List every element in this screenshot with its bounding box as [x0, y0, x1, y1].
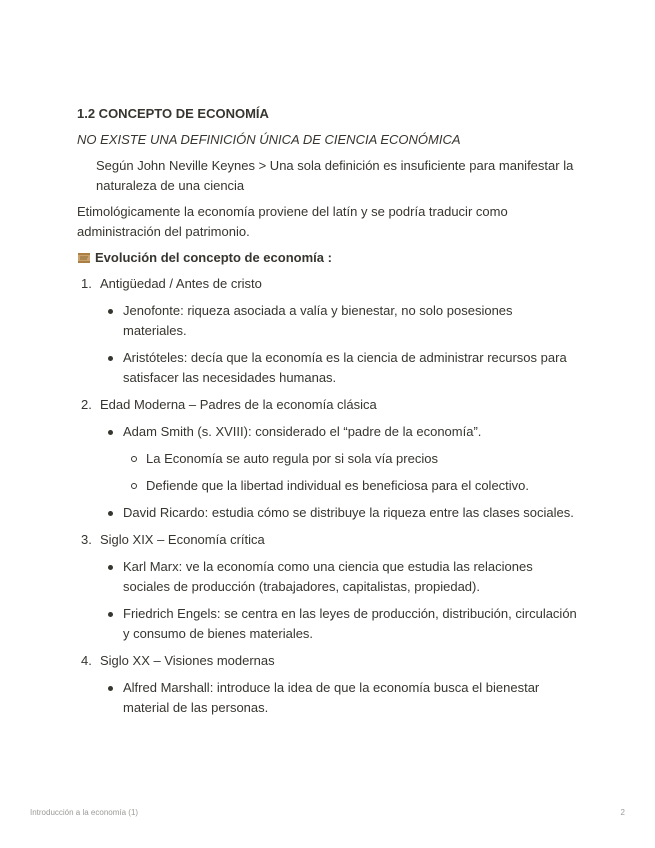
list-item [100, 301, 577, 341]
point-text: La Economía se auto regula por si sola vía precios [146, 451, 438, 466]
evolution-heading-text: Evolución del concepto de economía : [95, 250, 332, 265]
page-content [77, 104, 577, 725]
eras-list [77, 274, 577, 718]
era-number: 1. [81, 276, 92, 291]
era-number: 3. [81, 532, 92, 547]
point-text: Adam Smith (s. XVIII): considerado el “padre de la economía”. [123, 424, 482, 439]
hollow-bullet-icon [131, 483, 137, 489]
bullet-icon [108, 356, 113, 361]
era-item [77, 651, 577, 718]
point-text: Defiende que la libertad individual es beneficiosa para el colectivo. [146, 478, 530, 493]
list-item [100, 557, 577, 597]
era-number: 2. [81, 397, 92, 412]
point-text: Alfred Marshall: introduce la idea de que la economía busca el bienestar material de las personas. [123, 680, 540, 715]
point-text: Karl Marx: ve la economía como una ciencia que estudia las relaciones sociales de producción (trabajadores, capitalistas, propiedad). [123, 559, 533, 594]
era-points [100, 422, 577, 523]
bullet-icon [108, 612, 113, 617]
point-text: David Ricardo: estudia cómo se distribuye la riqueza entre las clases sociales. [123, 505, 574, 520]
nested-points [123, 449, 577, 496]
era-item [77, 530, 577, 644]
era-item [77, 395, 577, 523]
list-item [100, 678, 577, 718]
era-title: Antigüedad / Antes de cristo [100, 276, 262, 291]
bullet-icon [108, 565, 113, 570]
bullet-icon [108, 511, 113, 516]
bullet-icon [108, 309, 113, 314]
hollow-bullet-icon [131, 456, 137, 462]
footer-document-title: Introducción a la economía (1) [30, 808, 139, 817]
list-item [100, 503, 577, 523]
point-text: Jenofonte: riqueza asociada a valía y bienestar, no solo posesiones materiales. [123, 303, 513, 338]
list-item [123, 476, 577, 496]
era-title: Siglo XIX – Economía crítica [100, 532, 265, 547]
point-text: Aristóteles: decía que la economía es la ciencia de administrar recursos para satisfacer las necesidades humanas. [123, 350, 567, 385]
list-item [123, 449, 577, 469]
era-title: Siglo XX – Visiones modernas [100, 653, 275, 668]
point-text: Friedrich Engels: se centra en las leyes de producción, distribución, circulación y consumo de bienes materiales. [123, 606, 577, 641]
section-title: 1.2 CONCEPTO DE ECONOMÍA [77, 106, 269, 121]
era-title: Edad Moderna – Padres de la economía clásica [100, 397, 377, 412]
subtitle: NO EXISTE UNA DEFINICIÓN ÚNICA DE CIENCIA ECONÓMICA [77, 132, 461, 147]
era-points [100, 557, 577, 644]
era-points [100, 301, 577, 388]
era-points [100, 678, 577, 718]
era-number: 4. [81, 653, 92, 668]
era-item [77, 274, 577, 388]
list-item [100, 604, 577, 644]
bullet-icon [108, 430, 113, 435]
evolution-heading [77, 248, 577, 268]
scroll-icon [77, 251, 91, 265]
keynes-quote: Según John Neville Keynes > Una sola definición es insuficiente para manifestar la naturaleza de una ciencia [96, 158, 574, 193]
etymology-paragraph: Etimológicamente la economía proviene del latín y se podría traducir como administración del patrimonio. [77, 204, 508, 239]
footer-page-number: 2 [620, 808, 625, 817]
bullet-icon [108, 686, 113, 691]
list-item [100, 422, 577, 496]
list-item [100, 348, 577, 388]
